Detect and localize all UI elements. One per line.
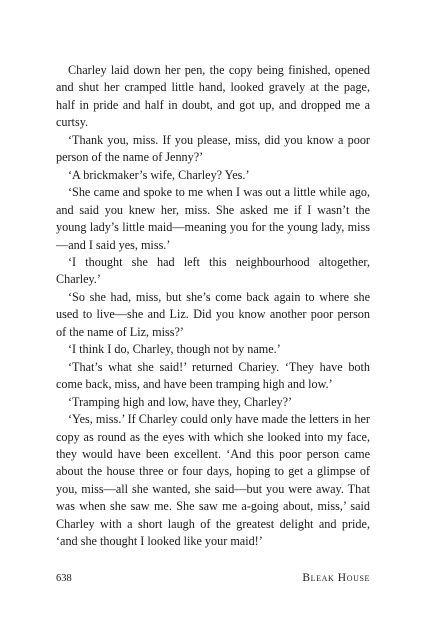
paragraph: ‘I thought she had left this neighbourhood altogether, Charley.’ bbox=[56, 254, 370, 287]
paragraph: ‘I think I do, Charley, though not by name.’ bbox=[68, 342, 281, 357]
page-footer bbox=[56, 572, 370, 584]
paragraph: ‘That’s what she said!’ returned Chariey. ‘They have both come back, miss, and have been tramping high and low.’ bbox=[56, 359, 370, 392]
running-head: Bleak House bbox=[302, 572, 370, 584]
paragraph: ‘Yes, miss.’ If Charley could only have made the letters in her copy as round as the eyes with which she looked into my face, they would have been excellent. ‘And this poor person came about the house three or four days, hoping to get a glimpse of you, miss—all she wanted, she said—but you were away. That was when she saw me. She saw me a-going about, miss,’ said Charley with a short laugh of the greatest delight and pride, ‘and she thought I looked like your maid!’ bbox=[56, 412, 370, 549]
page-number: 638 bbox=[56, 573, 72, 584]
paragraph: ‘A brickmaker’s wife, Charley? Yes.’ bbox=[68, 167, 250, 182]
paragraph: ‘So she had, miss, but she’s come back again to where she used to live—she and Liz. Did you know another poor person of the name of Liz, miss?’ bbox=[56, 289, 370, 339]
paragraph: ‘Tramping high and low, have they, Charley?’ bbox=[68, 394, 293, 409]
body-text bbox=[56, 62, 370, 551]
paragraph: ‘Thank you, miss. If you please, miss, did you know a poor person of the name of Jenny?’ bbox=[56, 132, 370, 165]
paragraph: ‘She came and spoke to me when I was out a little while ago, and said you knew her, miss. She asked me if I wasn’t the young lady’s little maid—meaning you for the young lady, miss—and I said yes, miss.’ bbox=[56, 185, 370, 252]
paragraph: Charley laid down her pen, the copy being finished, opened and shut her cramped little hand, looked gravely at the page, half in pride and half in doubt, and got up, and dropped me a curtsy. bbox=[56, 63, 370, 130]
